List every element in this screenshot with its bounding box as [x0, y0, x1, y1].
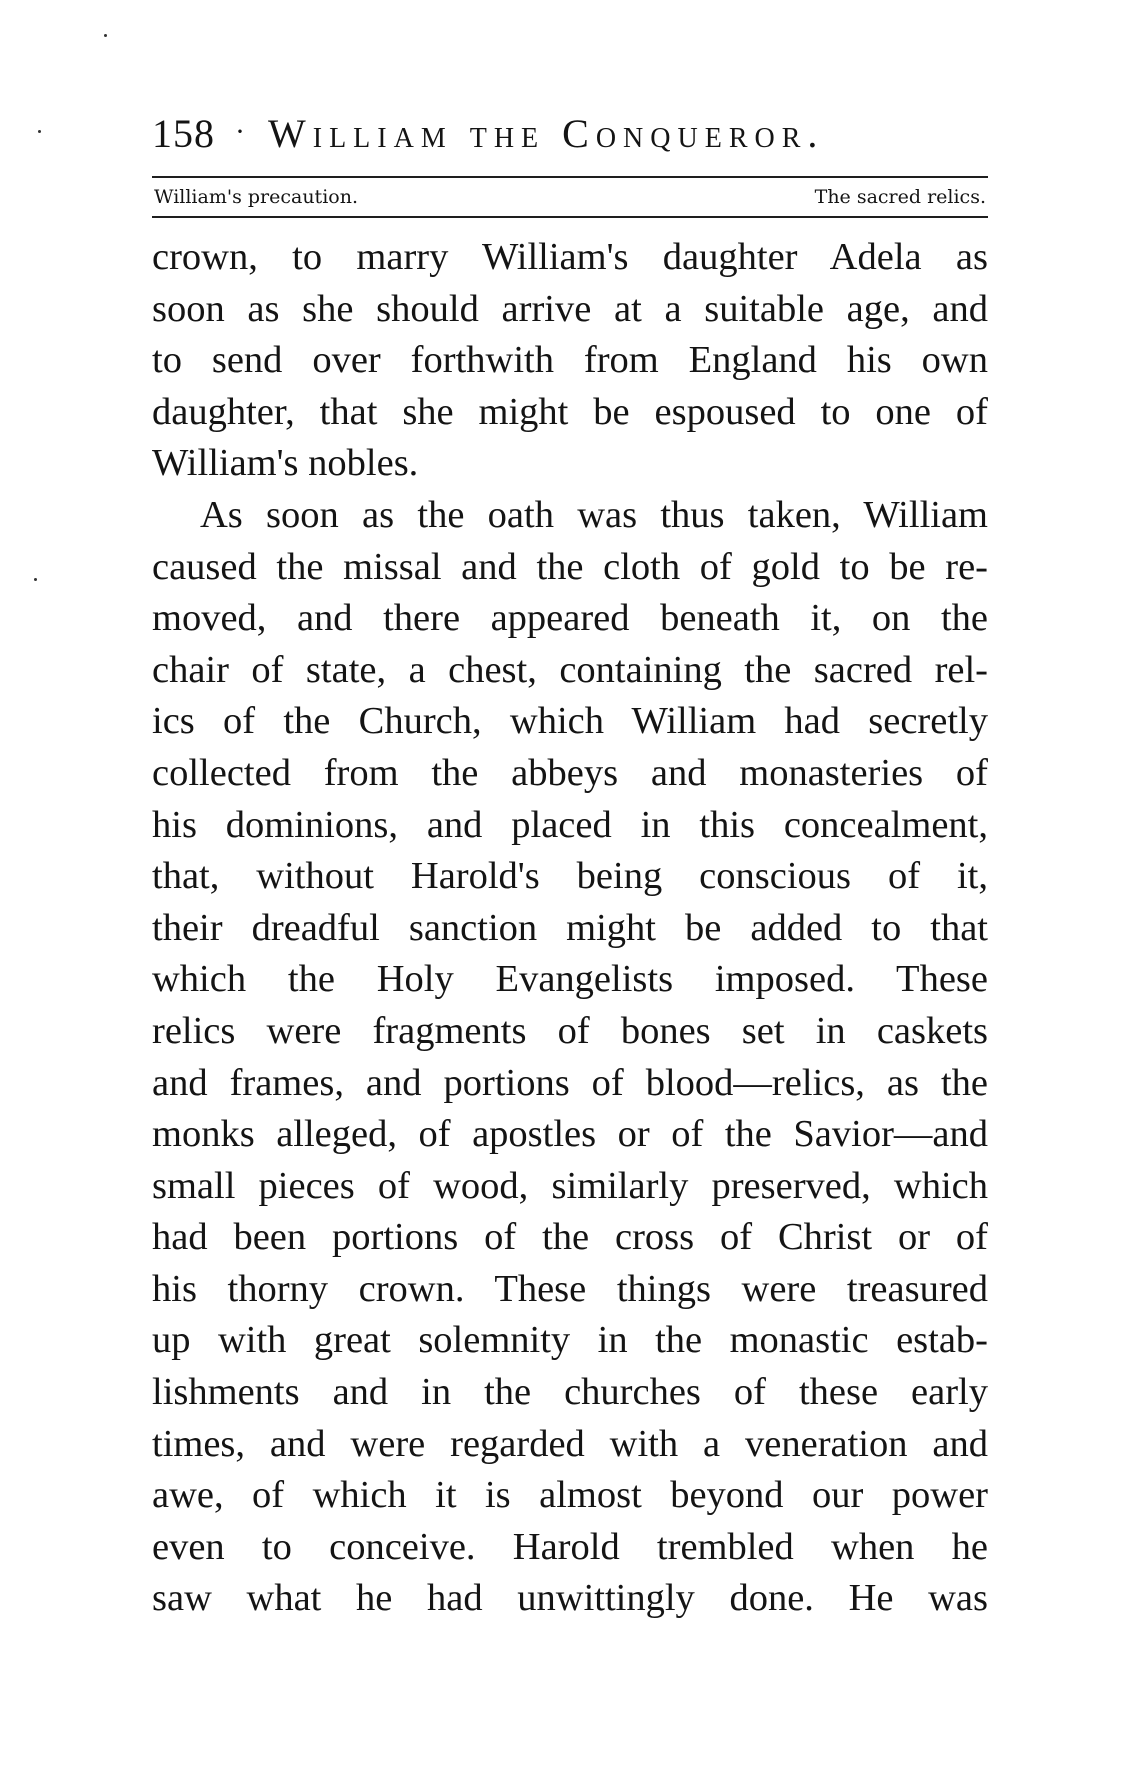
text-line: soon as she should arrive at a suitable age, and [152, 287, 988, 330]
text-line: that, without Harold's being conscious of it, [152, 855, 988, 898]
text-line: relics were fragments of bones set in caskets [152, 1009, 988, 1052]
text-line: caused the missal and the cloth of gold to be re- [152, 545, 988, 588]
page-number: 158 [152, 111, 215, 156]
text-line: ics of the Church, which William had secretly [152, 700, 988, 743]
text-line: had been portions of the cross of Christ or of [152, 1216, 988, 1259]
text-line: even to conceive. Harold trembled when he [152, 1525, 988, 1568]
text-line: daughter, that she might be espoused to one of [152, 390, 988, 433]
text-line: their dreadful sanction might be added to that [152, 906, 988, 949]
text-line: which the Holy Evangelists imposed. These [152, 958, 988, 1001]
text-line: saw what he had unwittingly done. He was [152, 1577, 988, 1620]
section-subheads [152, 178, 988, 216]
text-line: crown, to marry William's daughter Adela as [152, 236, 988, 278]
book-page [152, 110, 988, 1625]
text-line: moved, and there appeared beneath it, on the [152, 597, 988, 640]
text-line: and frames, and portions of blood—relics, as the [152, 1061, 988, 1104]
body-text [152, 232, 988, 1625]
text-line: up with great solemnity in the monastic estab- [152, 1319, 988, 1362]
left-subhead: William's precaution. [154, 186, 358, 208]
text-line: lishments and in the churches of these early [152, 1371, 988, 1414]
book-title: William the Conqueror. [268, 111, 825, 156]
text-line: to send over forthwith from England his own [152, 339, 988, 382]
text-line: small pieces of wood, similarly preserved, which [152, 1164, 988, 1207]
subhead-rule [152, 216, 988, 218]
text-line: chair of state, a chest, containing the sacred rel- [152, 648, 988, 691]
text-line: collected from the abbeys and monasteries of [152, 751, 988, 794]
text-line: times, and were regarded with a veneration and [152, 1422, 988, 1465]
paragraph [152, 490, 988, 1625]
header-separator: · [235, 115, 246, 148]
text-line: As soon as the oath was thus taken, William [200, 493, 988, 536]
paragraph [152, 232, 988, 490]
text-line: monks alleged, of apostles or of the Savior—and [152, 1113, 988, 1156]
text-line: his dominions, and placed in this concealment, [152, 803, 988, 846]
print-speck [34, 578, 37, 581]
print-speck [104, 34, 107, 37]
text-line: his thorny crown. These things were treasured [152, 1267, 988, 1310]
text-line: awe, of which it is almost beyond our power [152, 1474, 988, 1517]
text-line: William's nobles. [152, 442, 419, 485]
right-subhead: The sacred relics. [814, 186, 986, 208]
running-head [152, 110, 988, 176]
print-speck [38, 130, 41, 133]
